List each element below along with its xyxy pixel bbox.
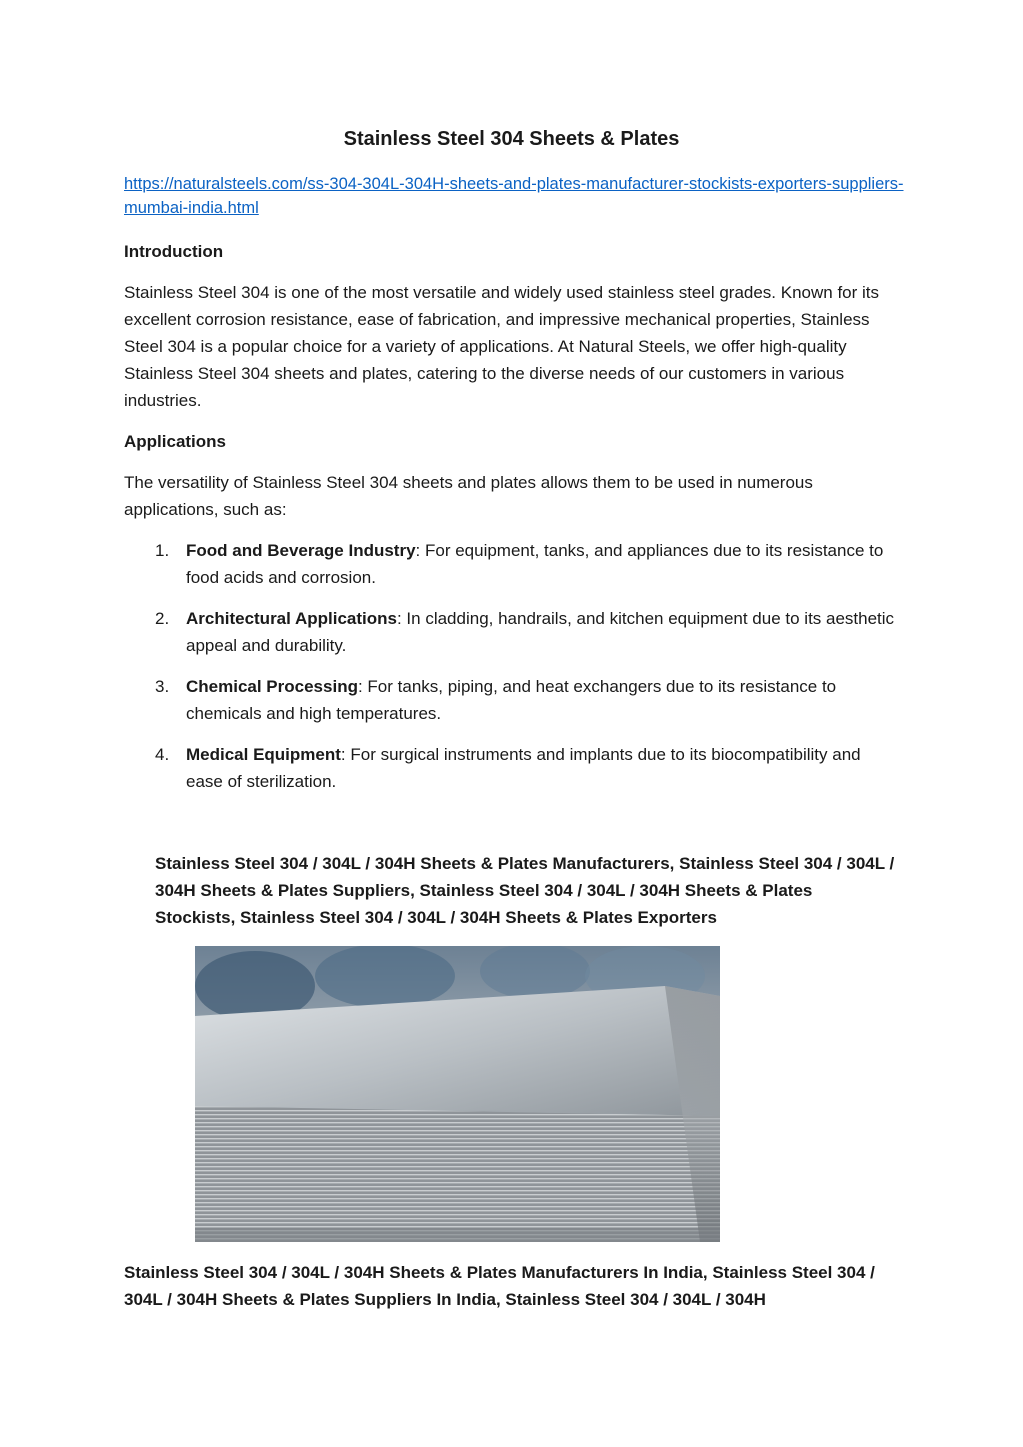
- list-item-description: : For surgical instruments and implants due to its biocompatibility and ease of sterilization.: [186, 745, 861, 791]
- list-item-number: 2.: [155, 609, 170, 628]
- introduction-heading: Introduction: [124, 242, 224, 261]
- list-item-term: Medical Equipment: [186, 745, 341, 764]
- list-item-number: 4.: [155, 745, 170, 764]
- list-item-number: 1.: [155, 541, 170, 560]
- list-item-description: : For equipment, tanks, and appliances due to its resistance to food acids and corrosion.: [186, 541, 884, 587]
- keywords-block-1: Stainless Steel 304 / 304L / 304H Sheets & Plates Manufacturers, Stainless Steel 304 / 304L / 304H Sheets & Plates Suppliers, Stainless Steel 304 / 304L / 304H Sheets & Plates Stockists, Stainless Steel 304 / 304L / 304H Sheets & Plates Exporters: [155, 854, 895, 927]
- applications-heading: Applications: [124, 432, 227, 451]
- source-link[interactable]: https://naturalsteels.com/ss-304-304L-304H-sheets-and-plates-manufacturer-stockists-exporters-suppliers-mumbai-india.html: [124, 175, 904, 217]
- list-item: [124, 537, 899, 591]
- introduction-paragraph: Stainless Steel 304 is one of the most versatile and widely used stainless steel grades. Known for its excellent corrosion resistance, ease of fabrication, and impressive mechanical properties, Stainless Steel 304 is a popular choice for a variety of applications. At Natural Steels, we offer high-quality Stainless Steel 304 sheets and plates, catering to the diverse needs of our customers in various industries.: [124, 283, 880, 410]
- list-item: [124, 605, 899, 659]
- steel-sheets-photo: [195, 946, 720, 1242]
- list-item-term: Architectural Applications: [186, 609, 397, 628]
- list-item-term: Chemical Processing: [186, 677, 358, 696]
- list-item-description: : For tanks, piping, and heat exchangers due to its resistance to chemicals and high temperatures.: [186, 677, 837, 723]
- list-item-description: : In cladding, handrails, and kitchen equipment due to its aesthetic appeal and durability.: [186, 609, 895, 655]
- keywords-block-2: Stainless Steel 304 / 304L / 304H Sheets & Plates Manufacturers In India, Stainless Steel 304 / 304L / 304H Sheets & Plates Suppliers In India, Stainless Steel 304 / 304L / 304H: [124, 1263, 875, 1309]
- page-title: Stainless Steel 304 Sheets & Plates: [343, 128, 680, 150]
- applications-list: [124, 537, 899, 809]
- list-item: [124, 673, 899, 727]
- list-item: [124, 741, 899, 795]
- applications-paragraph: The versatility of Stainless Steel 304 sheets and plates allows them to be used in numerous applications, such as:: [124, 473, 813, 519]
- list-item-term: Food and Beverage Industry: [186, 541, 416, 560]
- list-item-number: 3.: [155, 677, 170, 696]
